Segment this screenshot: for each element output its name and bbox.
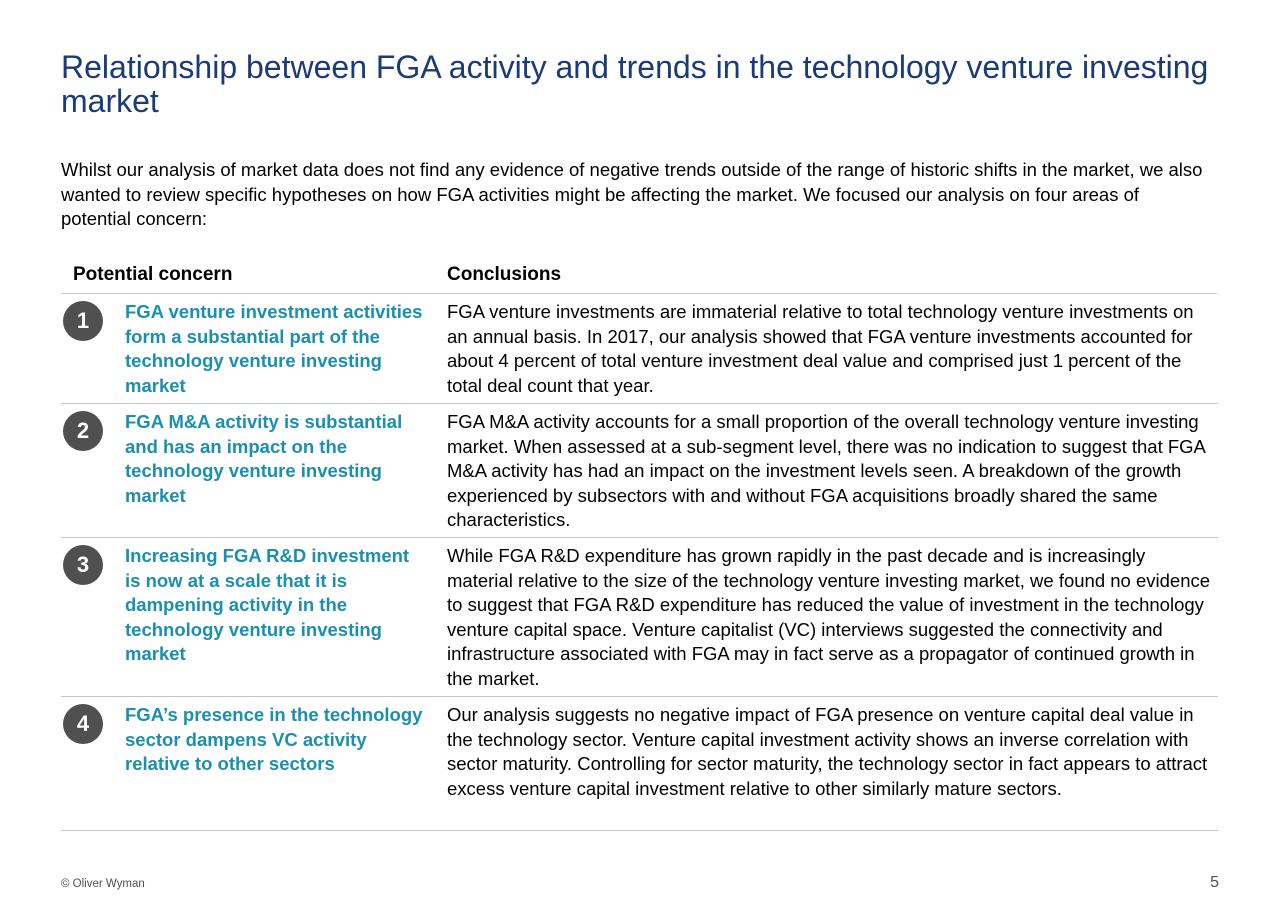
concern-text: Increasing FGA R&D investment is now at a scale that it is dampening activity in the technology venture investing market	[125, 545, 410, 664]
header-potential-concern: Potential concern	[73, 264, 233, 285]
number-badge: 1	[63, 301, 103, 341]
conclusion-text: While FGA R&D expenditure has grown rapidly in the past decade and is increasingly material relative to the size of the technology venture investing market, we found no evidence to suggest that FGA R&D expenditure has reduced the value of investment in the technology venture capital space. Venture capitalist (VC) interviews suggested the connectivity and infrastructure associated with FGA may in fact serve as a propagator of continued growth in the market.	[447, 545, 1211, 689]
number-badge: 3	[63, 545, 103, 585]
concern-text: FGA’s presence in the technology sector dampens VC activity relative to other sectors	[125, 704, 423, 774]
conclusion-text: FGA M&A activity accounts for a small proportion of the overall technology venture investing market. When assessed at a sub-segment level, there was no indication to suggest that FGA M&A activity has had an impact on the investment levels seen. A breakdown of the growth experienced by subsectors with and without FGA acquisitions broadly shared the same characteristics.	[447, 411, 1205, 530]
header-conclusions: Conclusions	[447, 264, 562, 285]
table-row	[61, 538, 1218, 697]
conclusion-text: Our analysis suggests no negative impact of FGA presence on venture capital deal value in the technology sector. Venture capital investment activity shows an inverse correlation with sector maturity. Controlling for sector maturity, the technology sector in fact appears to attract excess venture capital investment relative to other similarly mature sectors.	[447, 704, 1208, 799]
table-row	[61, 404, 1218, 538]
intro-paragraph: Whilst our analysis of market data does not find any evidence of negative trends outside of the range of historic shifts in the market, we also wanted to review specific hypotheses on how FGA activities might be affecting the market. We focused our analysis on four areas of potential concern:	[61, 159, 1203, 229]
page-number: 5	[1210, 874, 1219, 891]
number-badge: 4	[63, 704, 103, 744]
table-row	[61, 697, 1218, 831]
concern-text: FGA venture investment activities form a substantial part of the technology venture investing market	[125, 301, 423, 396]
concerns-table	[61, 262, 1218, 831]
number-badge: 2	[63, 411, 103, 451]
concern-text: FGA M&A activity is substantial and has an impact on the technology venture investing market	[125, 411, 403, 506]
footer-copyright: © Oliver Wyman	[61, 878, 145, 890]
table-row	[61, 294, 1218, 404]
table-header-row	[61, 262, 1218, 294]
conclusion-text: FGA venture investments are immaterial relative to total technology venture investments on an annual basis. In 2017, our analysis showed that FGA venture investments accounted for about 4 percent of total venture investment deal value and comprised just 1 percent of the total deal count that year.	[447, 301, 1194, 396]
page-title: Relationship between FGA activity and trends in the technology venture investing market	[61, 49, 1209, 119]
